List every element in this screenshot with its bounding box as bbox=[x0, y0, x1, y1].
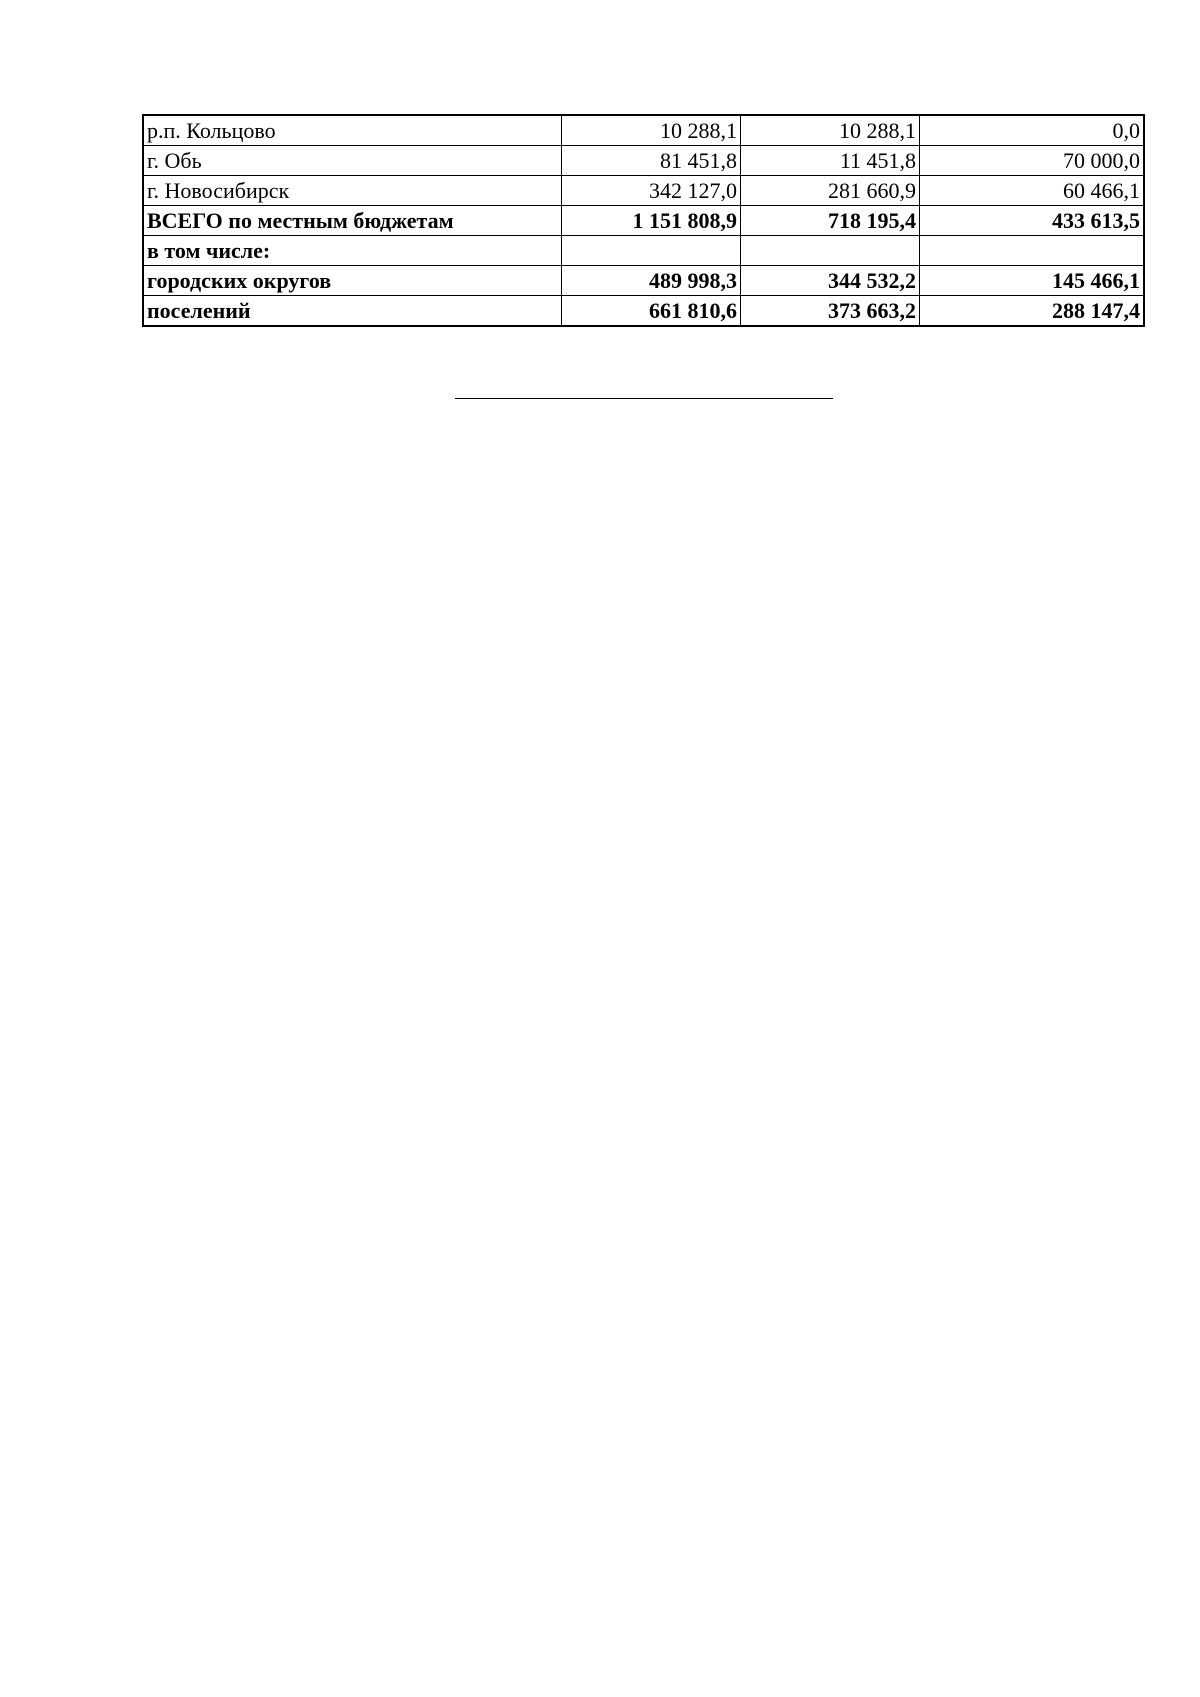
subheading-row bbox=[144, 236, 1144, 266]
table-row bbox=[144, 176, 1144, 206]
row-value-3: 145 466,1 bbox=[920, 266, 1144, 296]
end-divider bbox=[455, 398, 833, 399]
row-value-1: 10 288,1 bbox=[562, 116, 741, 146]
row-value-2: 373 663,2 bbox=[741, 296, 920, 326]
row-name: поселений bbox=[144, 296, 562, 326]
row-value-2: 718 195,4 bbox=[741, 206, 920, 236]
row-value-1: 1 151 808,9 bbox=[562, 206, 741, 236]
row-value-1: 489 998,3 bbox=[562, 266, 741, 296]
row-value-3: 433 613,5 bbox=[920, 206, 1144, 236]
budget-table bbox=[143, 115, 1144, 326]
row-value-3 bbox=[920, 236, 1144, 266]
table-row bbox=[144, 116, 1144, 146]
row-value-1: 81 451,8 bbox=[562, 146, 741, 176]
table-row bbox=[144, 146, 1144, 176]
row-value-1: 342 127,0 bbox=[562, 176, 741, 206]
row-value-3: 288 147,4 bbox=[920, 296, 1144, 326]
table-row bbox=[144, 266, 1144, 296]
row-value-2: 281 660,9 bbox=[741, 176, 920, 206]
row-name: ВСЕГО по местным бюджетам bbox=[144, 206, 562, 236]
row-value-1: 661 810,6 bbox=[562, 296, 741, 326]
row-value-2: 344 532,2 bbox=[741, 266, 920, 296]
row-name: р.п. Кольцово bbox=[144, 116, 562, 146]
row-name: г. Обь bbox=[144, 146, 562, 176]
row-name: городских округов bbox=[144, 266, 562, 296]
row-value-3: 70 000,0 bbox=[920, 146, 1144, 176]
row-value-1 bbox=[562, 236, 741, 266]
row-value-2: 10 288,1 bbox=[741, 116, 920, 146]
total-row bbox=[144, 206, 1144, 236]
row-name: в том числе: bbox=[144, 236, 562, 266]
row-name: г. Новосибирск bbox=[144, 176, 562, 206]
row-value-2: 11 451,8 bbox=[741, 146, 920, 176]
row-value-3: 60 466,1 bbox=[920, 176, 1144, 206]
row-value-3: 0,0 bbox=[920, 116, 1144, 146]
table-row bbox=[144, 296, 1144, 326]
row-value-2 bbox=[741, 236, 920, 266]
